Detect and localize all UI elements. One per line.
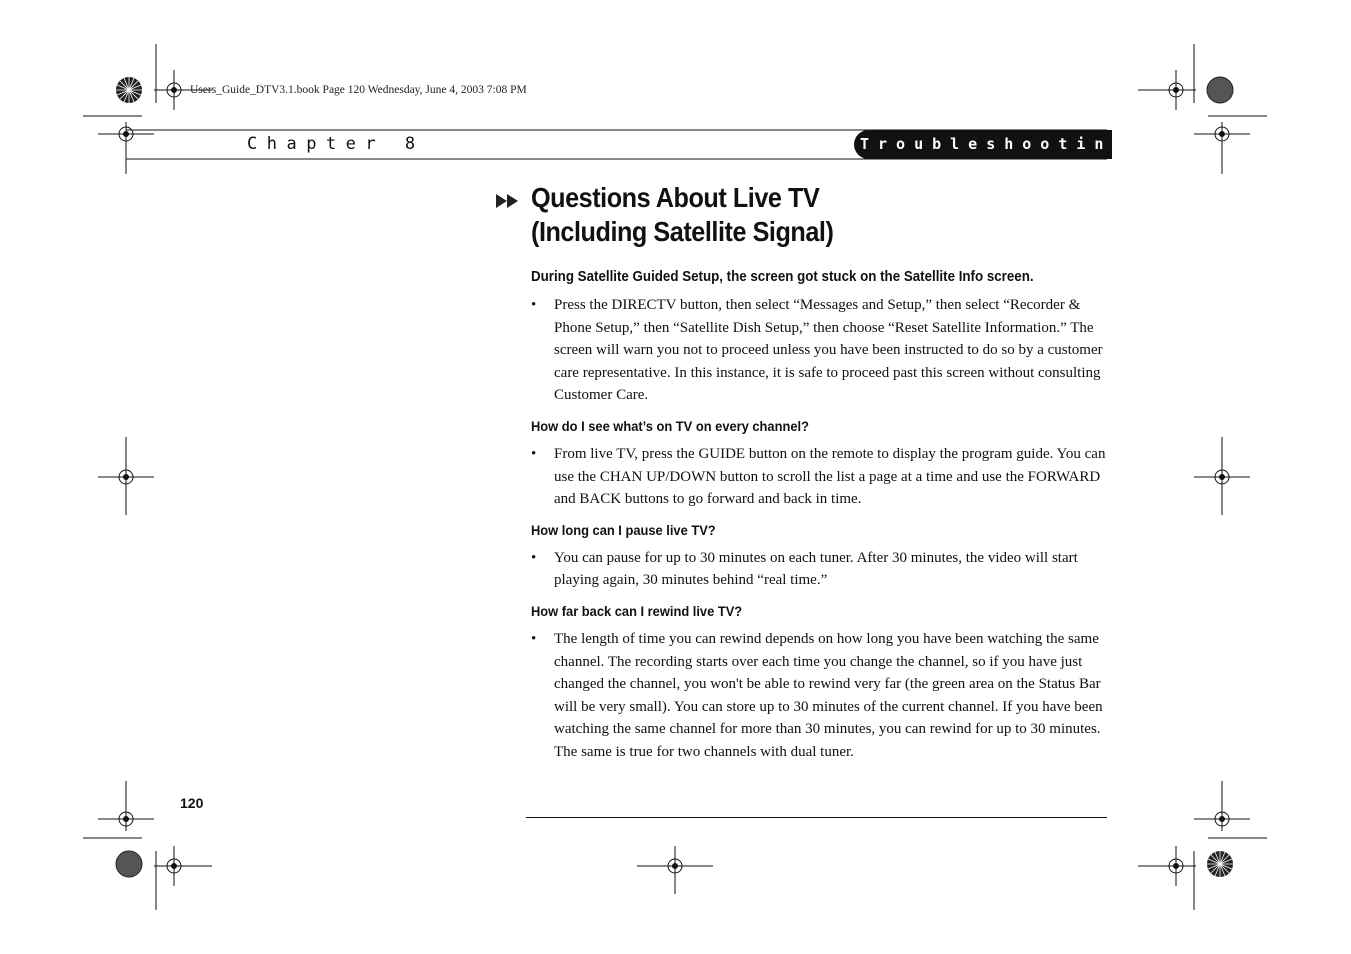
answer-list-item [531, 628, 1107, 764]
bullet-marker: • [531, 549, 537, 566]
question-heading: How long can I pause live TV? [531, 521, 716, 538]
bullet-marker: • [531, 445, 537, 462]
qa-content [531, 266, 1107, 772]
double-arrow-icon [496, 193, 522, 209]
answer-text: The length of time you can rewind depends on how long you have been watching the same channel. The recording starts over each time you change the channel, so if you have just changed the channel, you won't be able to rewind very far (the green area on the Status Bar will be very small). You can store up to 30 minutes of the current channel. If you have been watching the same channel for more than 30 minutes, you can rewind for up to 30 minutes. The same is true for two channels with dual tuner. [554, 630, 1103, 760]
page-title [531, 181, 1035, 249]
print-slug-line: Users_Guide_DTV3.1.book Page 120 Wednesday, June 4, 2003 7:08 PM [190, 84, 527, 96]
registration-target [1138, 846, 1196, 886]
page-title-line-2: (Including Satellite Signal) [531, 216, 834, 247]
question-heading: During Satellite Guided Setup, the screen got stuck on the Satellite Info screen. [531, 269, 1034, 285]
answer-text: You can pause for up to 30 minutes on each tuner. After 30 minutes, the video will start playing again, 30 minutes behind “real time.” [554, 549, 1078, 589]
registration-target [98, 781, 154, 831]
chapter-label: Chapter 8 [247, 134, 425, 154]
registration-target [1194, 437, 1250, 515]
answer-list-item [531, 443, 1107, 511]
page-number: 120 [180, 795, 204, 811]
answer-list-item [531, 547, 1107, 592]
footer-rule [526, 817, 1107, 818]
question-heading: How do I see what’s on TV on every channel? [531, 417, 809, 434]
answer-list-item [531, 294, 1107, 407]
answer-text: From live TV, press the GUIDE button on the remote to display the program guide. You can use the CHAN UP/DOWN button to scroll the list a page at a time and use the FORWARD and BACK buttons to go forward and back in time. [554, 445, 1106, 508]
bullet-marker: • [531, 297, 537, 313]
registration-target [637, 846, 713, 894]
registration-target [1194, 781, 1250, 831]
section-tab: Troubleshooting [854, 130, 1112, 159]
question-heading: How far back can I rewind live TV? [531, 602, 743, 619]
page-title-line-1: Questions About Live TV [531, 182, 820, 213]
bullet-marker: • [531, 630, 537, 647]
registration-target [154, 846, 212, 886]
answer-text: Press the DIRECTV button, then select “Messages and Setup,” then select “Recorder & Phone Setup,” then “Satellite Dish Setup,” then choose “Reset Satellite Information.” The screen will warn you not to proceed unless you have been instructed to do so by a customer care representative. In this instance, it is safe to proceed past this screen without consulting Customer Care. [554, 297, 1103, 404]
registration-target [1138, 70, 1196, 110]
registration-target [1194, 122, 1250, 174]
registration-target [98, 437, 154, 515]
